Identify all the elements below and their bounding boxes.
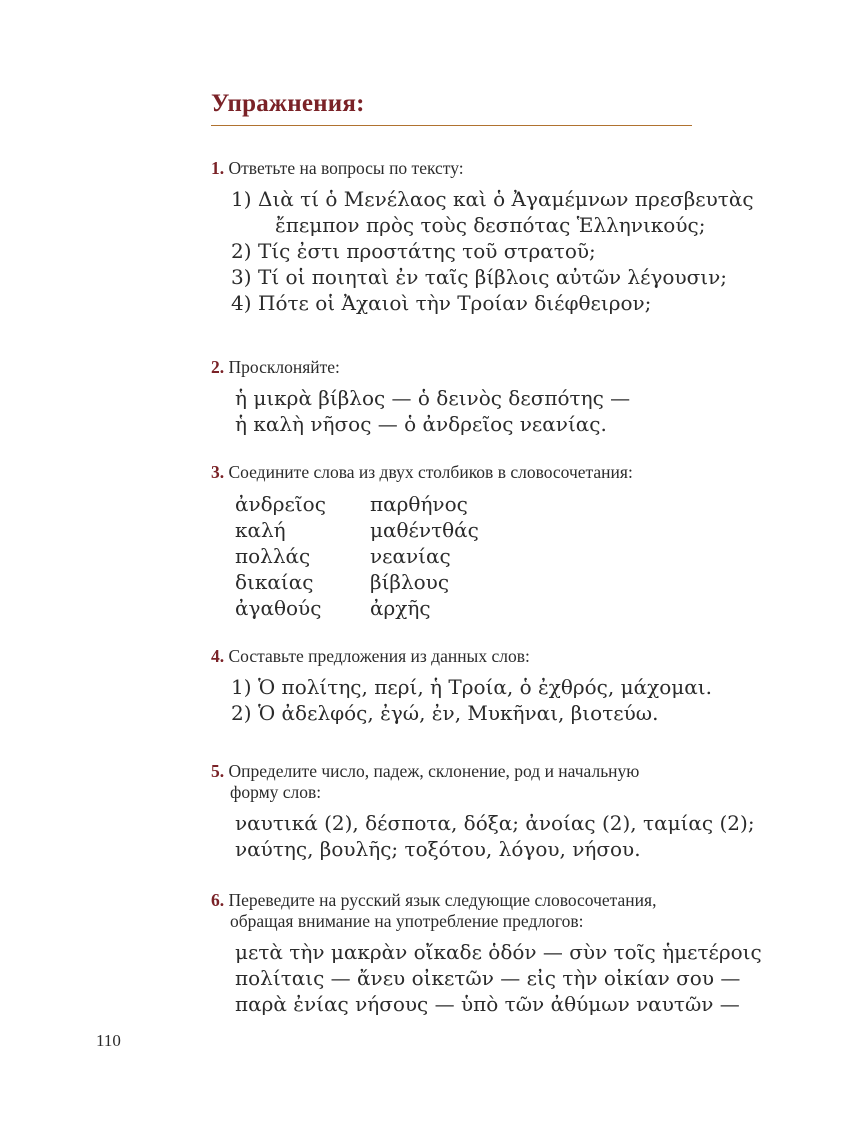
left-word: καλή xyxy=(235,518,286,542)
exercise-number: 4. xyxy=(211,646,225,666)
question-item: 2) Τίς ἐστι προστάτης τοῦ στρατοῦ; xyxy=(231,239,596,263)
heading-rule xyxy=(211,125,692,126)
exercise-number: 3. xyxy=(211,462,225,482)
exercise-instruction: 3. Соедините слова из двух столбиков в словосочетания: xyxy=(211,462,633,482)
right-word: νεανίας xyxy=(370,544,451,568)
exercise-4 xyxy=(211,646,771,726)
right-word: μαθέντθάς xyxy=(370,518,479,542)
question-list xyxy=(211,674,771,726)
question-item: 3) Τί οἱ ποιηταὶ ἐν ταῖς βίβλοις αὐτῶν λέγουσιν; xyxy=(231,265,727,289)
exercise-lines xyxy=(211,810,771,862)
exercise-2 xyxy=(211,357,771,437)
question-item: 1) Διὰ τί ὁ Μενέλαος καὶ ὁ Ἀγαμέμνων πρεσβευτὰς ἔπεμπον πρὸς τοὺς δεσπότας Ἑλληνικούς; xyxy=(231,187,754,237)
left-word: ἀγαθούς xyxy=(235,596,322,620)
exercise-number: 5. xyxy=(211,761,225,781)
exercise-instruction: 1. Ответьте на вопросы по тексту: xyxy=(211,158,464,178)
question-list xyxy=(211,186,771,316)
exercise-instruction: 5. Определите число, падеж, склонение, род и начальную форму слов: xyxy=(211,761,640,802)
word-columns xyxy=(211,491,771,621)
exercise-1 xyxy=(211,158,771,316)
left-word: ἀνδρεῖος xyxy=(235,492,326,516)
right-word: βίβλους xyxy=(370,570,450,594)
left-word: δικαίας xyxy=(235,570,314,594)
question-item: 1) Ὁ πολίτης, περί, ἡ Τροία, ὁ ἐχθρός, μάχομαι. xyxy=(231,675,712,699)
text-line: ἡ μικρὰ βίβλος — ὁ δεινὸς δεσπότης — xyxy=(235,386,631,410)
exercise-number: 2. xyxy=(211,357,225,377)
exercise-5 xyxy=(211,761,771,862)
exercise-instruction: 6. Переведите на русский язык следующие словосочетания, обращая внимание на употребление предлогов: xyxy=(211,890,657,931)
question-item: 2) Ὁ ἀδελφός, ἐγώ, ἐν, Μυκῆναι, βιοτεύω. xyxy=(231,701,659,725)
exercise-lines xyxy=(211,385,771,437)
text-line: ἡ καλὴ νῆσος — ὁ ἀνδρεῖος νεανίας. xyxy=(235,412,607,436)
text-line: ναύτης, βουλῆς; τοξότου, λόγου, νήσου. xyxy=(235,837,641,861)
right-word: παρθήνος xyxy=(370,492,468,516)
exercise-instruction: 2. Просклоняйте: xyxy=(211,357,340,377)
text-line: πολίταις — ἄνευ οἰκετῶν — εἰς τὴν οἰκίαν σου — xyxy=(235,966,741,990)
text-line: παρὰ ἐνίας νήσους — ὑπὸ τῶν ἀθύμων ναυτῶν — xyxy=(235,992,740,1016)
exercise-6 xyxy=(211,890,771,1017)
exercise-number: 6. xyxy=(211,890,225,910)
exercise-lines xyxy=(211,939,771,1017)
section-heading: Упражнения: xyxy=(211,90,365,117)
left-word: πολλάς xyxy=(235,544,311,568)
right-word: ἀρχῆς xyxy=(370,596,431,620)
text-line: μετὰ τὴν μακρὰν οἴκαδε ὁδόν — σὺν τοῖς ἡμετέροις xyxy=(235,940,762,964)
exercise-instruction: 4. Составьте предложения из данных слов: xyxy=(211,646,530,666)
page-number: 110 xyxy=(96,1031,121,1050)
exercise-number: 1. xyxy=(211,158,225,178)
text-line: ναυτικά (2), δέσποτα, δόξα; ἀνοίας (2), ταμίας (2); xyxy=(235,811,755,835)
question-item: 4) Πότε οἱ Ἀχαιοὶ τὴν Τροίαν διέφθειρον; xyxy=(231,291,652,315)
exercise-3 xyxy=(211,462,771,621)
